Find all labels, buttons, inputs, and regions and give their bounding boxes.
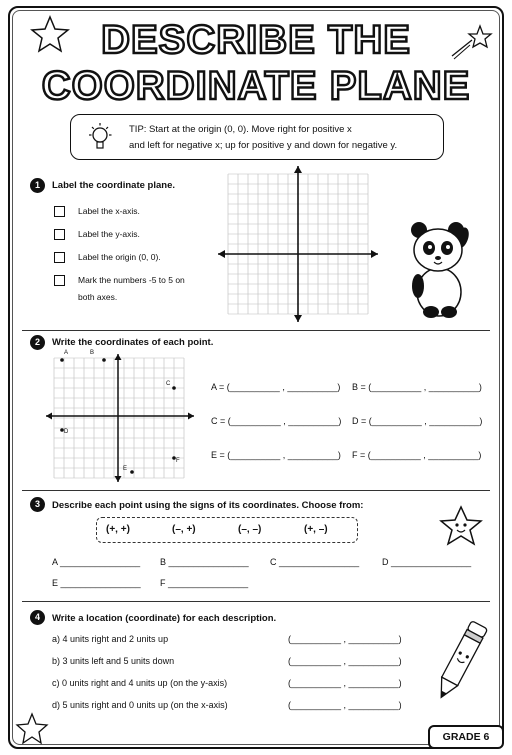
tip-line-2: and left for negative x; up for positive y and down for negative y. xyxy=(129,140,398,151)
divider xyxy=(22,490,490,491)
checkbox[interactable] xyxy=(54,252,65,263)
description-b: b) 3 units left and 5 units down xyxy=(52,656,175,666)
point-c xyxy=(172,386,176,390)
y-axis-arrow-down xyxy=(294,315,302,322)
section-3-number: 3 xyxy=(30,497,45,512)
answer-f[interactable]: F = (__________ , __________) xyxy=(352,450,482,460)
tip-box xyxy=(70,114,444,160)
answer-blank[interactable]: (__________ , __________) xyxy=(288,634,402,644)
sign-blank-c[interactable]: C ________________ xyxy=(270,557,360,567)
x-axis-arrow-right xyxy=(188,413,194,420)
checklist-item[interactable]: Label the x-axis. xyxy=(54,206,140,217)
x-axis-arrow-right xyxy=(371,250,378,258)
y-axis-arrow-up xyxy=(115,354,122,360)
point-b xyxy=(102,358,106,362)
sign-blank-d[interactable]: D ________________ xyxy=(382,557,472,567)
answer-a[interactable]: A = (__________ , __________) xyxy=(211,382,341,392)
section-1-number: 1 xyxy=(30,178,45,193)
answer-e[interactable]: E = (__________ , __________) xyxy=(211,450,341,460)
point-label-c: C xyxy=(166,381,171,387)
answer-d[interactable]: D = (__________ , __________) xyxy=(352,416,483,426)
choice-neg-pos: (–, +) xyxy=(172,524,196,535)
description-a: a) 4 units right and 2 units up xyxy=(52,634,169,644)
x-axis-arrow-left xyxy=(218,250,225,258)
section-4-heading: Write a location (coordinate) for each description. xyxy=(52,613,277,624)
lightbulb-icon xyxy=(85,121,115,155)
checklist-item[interactable]: Mark the numbers -5 to 5 on xyxy=(54,275,185,286)
answer-c[interactable]: C = (__________ , __________) xyxy=(211,416,342,426)
coordinate-plane-points xyxy=(46,350,194,482)
answer-blank[interactable]: (__________ , __________) xyxy=(288,656,402,666)
point-label-d: D xyxy=(64,429,69,435)
point-a xyxy=(60,358,64,362)
checklist-item-continued: both axes. xyxy=(78,292,118,302)
choice-neg-neg: (–, –) xyxy=(238,524,262,535)
checkbox[interactable] xyxy=(54,275,65,286)
answer-b[interactable]: B = (__________ , __________) xyxy=(352,382,482,392)
choice-pos-neg: (+, –) xyxy=(304,524,328,535)
divider xyxy=(22,330,490,331)
section-3-heading: Describe each point using the signs of its coordinates. Choose from: xyxy=(52,500,364,511)
point-label-e: E xyxy=(123,466,128,472)
panda-icon xyxy=(402,212,476,320)
star-icon xyxy=(14,712,50,746)
x-axis-arrow-left xyxy=(46,413,52,420)
section-1-heading: Label the coordinate plane. xyxy=(52,180,175,191)
divider xyxy=(22,601,490,602)
section-2-number: 2 xyxy=(30,335,45,350)
checkbox[interactable] xyxy=(54,206,65,217)
point-label-a: A xyxy=(64,350,69,356)
grade-badge: GRADE 6 xyxy=(428,725,504,749)
smiling-star-icon xyxy=(438,504,484,548)
choice-pos-pos: (+, +) xyxy=(106,524,130,535)
checkbox[interactable] xyxy=(54,229,65,240)
section-2-heading: Write the coordinates of each point. xyxy=(52,337,214,348)
answer-blank[interactable]: (__________ , __________) xyxy=(288,700,402,710)
section-4-number: 4 xyxy=(30,610,45,625)
checklist-item[interactable]: Label the origin (0, 0). xyxy=(54,252,161,263)
title-line-1: DESCRIBE THE xyxy=(101,18,411,62)
description-d: d) 5 units right and 0 units up (on the x-axis) xyxy=(52,700,228,710)
sign-blank-f[interactable]: F ________________ xyxy=(160,578,249,588)
title-line-2: COORDINATE PLANE xyxy=(41,64,471,108)
tip-line-1: TIP: Start at the origin (0, 0). Move right for positive x xyxy=(129,124,352,135)
answer-blank[interactable]: (__________ , __________) xyxy=(288,678,402,688)
point-label-b: B xyxy=(90,350,95,356)
sign-blank-e[interactable]: E ________________ xyxy=(52,578,141,588)
coordinate-plane-blank xyxy=(216,164,380,324)
description-c: c) 0 units right and 4 units up (on the y-axis) xyxy=(52,678,228,688)
sign-blank-a[interactable]: A ________________ xyxy=(52,557,141,567)
point-e xyxy=(130,470,134,474)
point-label-f: F xyxy=(176,458,180,464)
sign-blank-b[interactable]: B ________________ xyxy=(160,557,249,567)
checklist-item[interactable]: Label the y-axis. xyxy=(54,229,140,240)
y-axis-arrow-up xyxy=(294,166,302,173)
y-axis-arrow-down xyxy=(115,476,122,482)
pencil-icon xyxy=(430,616,490,708)
